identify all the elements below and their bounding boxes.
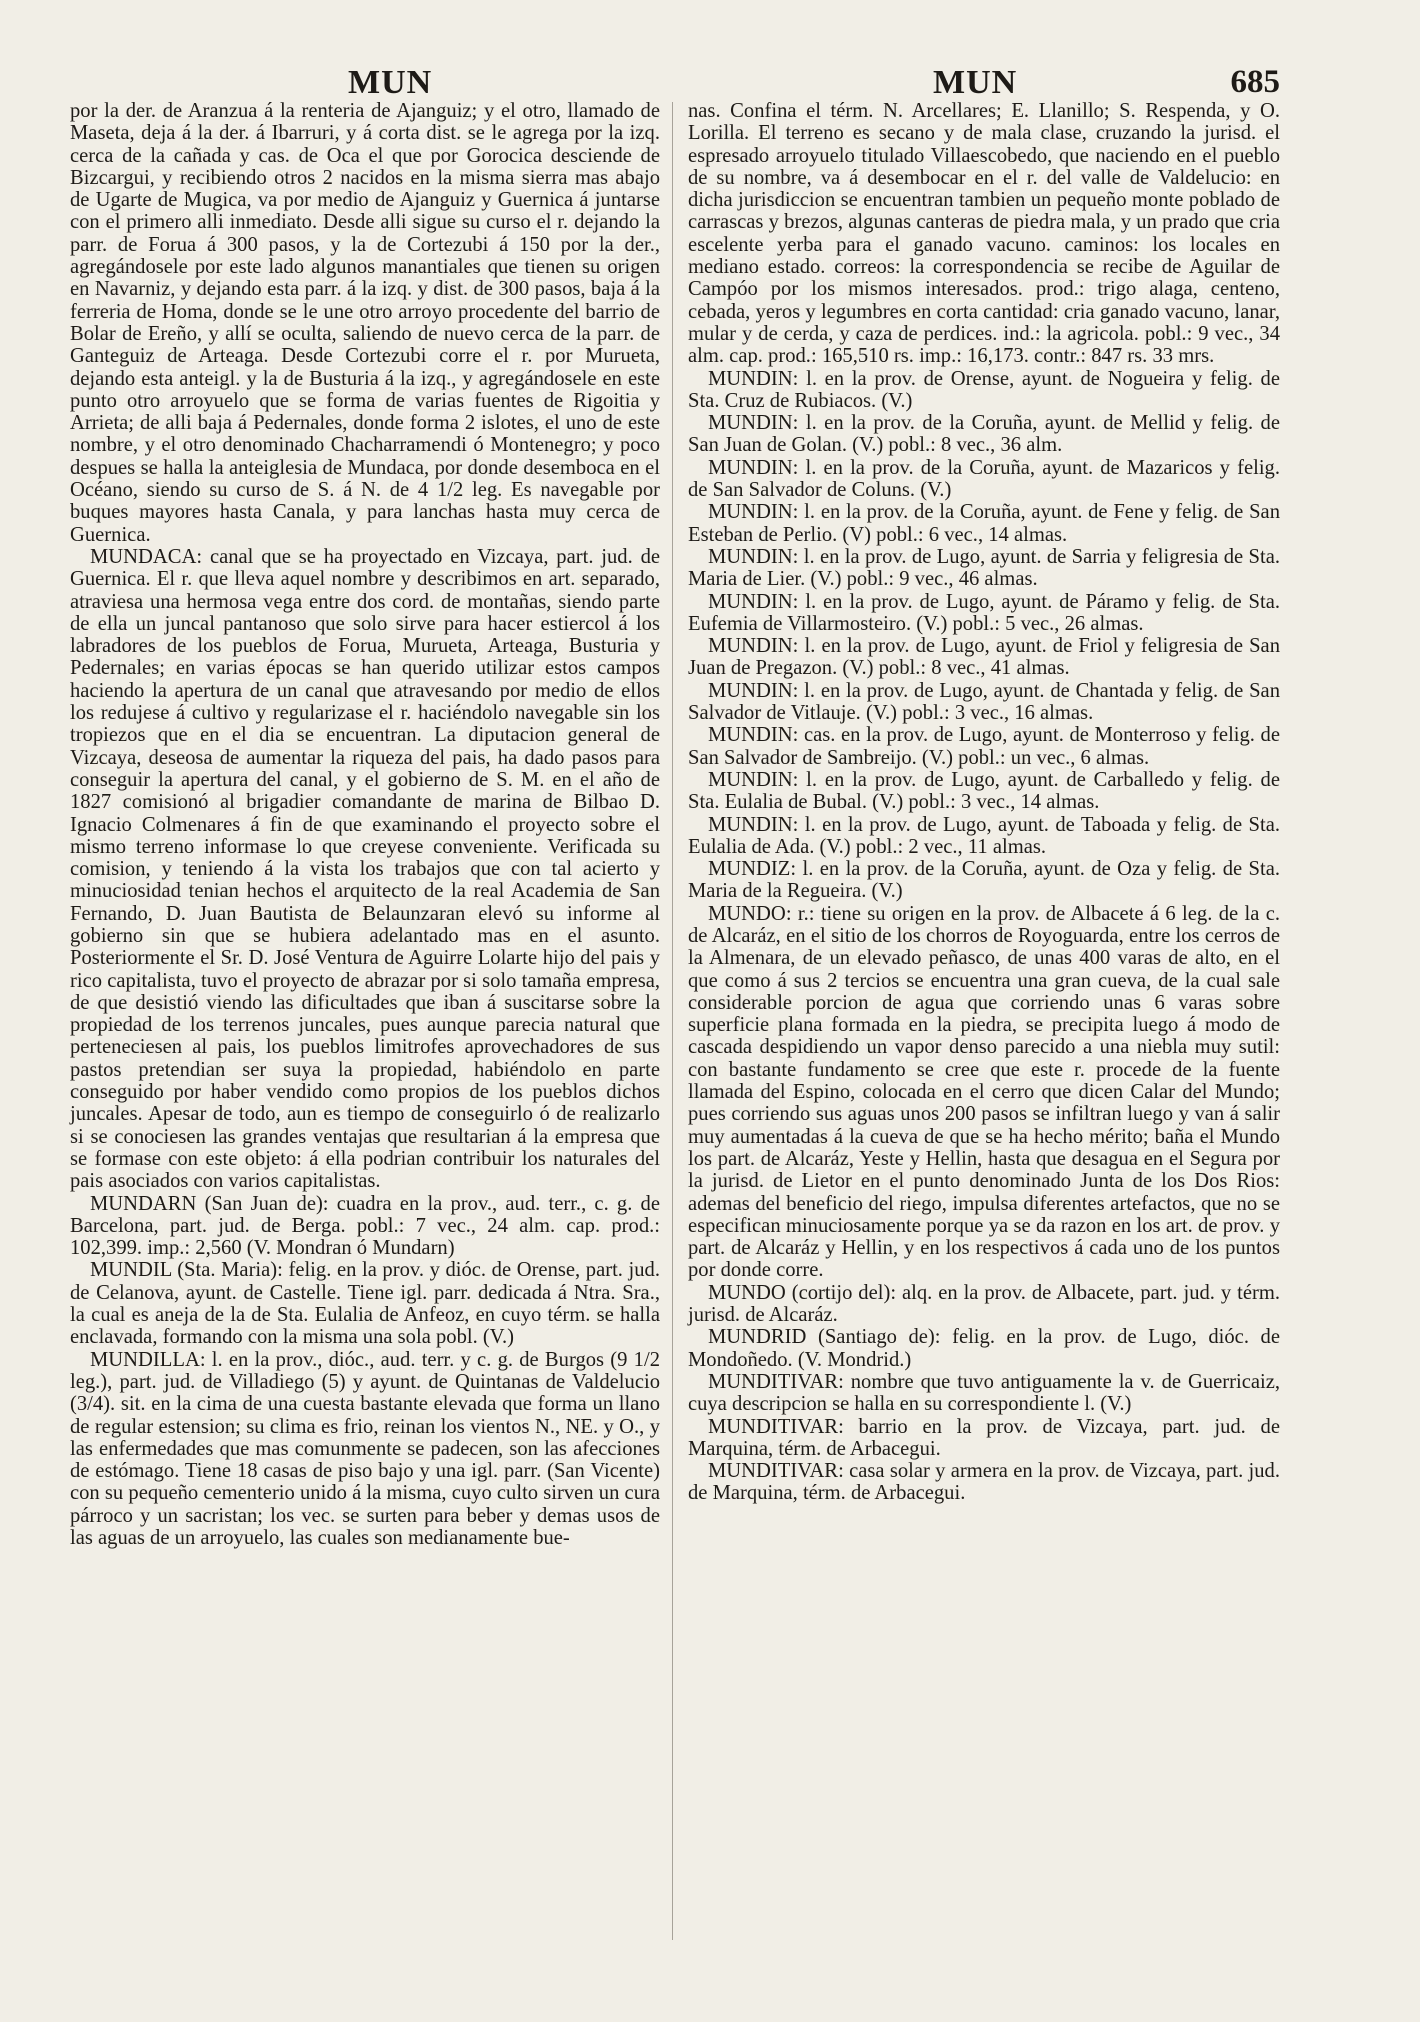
- entry-mundin: MUNDIN: l. en la prov. de la Coruña, ayunt. de Mellid y felig. de San Juan de Golan. (V.) pobl.: 8 vec., 36 alm.: [688, 412, 1280, 457]
- entry-mundin: MUNDIN: l. en la prov. de Lugo, ayunt. de Sarria y feligresia de Sta. Maria de Lier. (V.) pobl.: 9 vec., 46 almas.: [688, 545, 1280, 591]
- entry-mundiz: MUNDIZ: l. en la prov. de la Coruña, ayunt. de Oza y felig. de Sta. Maria de la Regueira. (V.): [688, 858, 1280, 903]
- entry-headword: MUNDILLA: [90, 1348, 200, 1371]
- right-column: [688, 100, 1280, 1505]
- entry-mundin: MUNDIN: cas. en la prov. de Lugo, ayunt. de Monterroso y felig. de San Salvador de Sambreijo. (V.) pobl.: un vec., 6 almas.: [688, 724, 1280, 769]
- entry-headword: MUNDIN: [708, 367, 793, 390]
- left-column: [70, 100, 660, 1549]
- entry-mundin: MUNDIN: l. en la prov. de Lugo, ayunt. de Páramo y felig. de Sta. Eufemia de Villarmosteiro. (V.) pobl.: 5 vec., 26 almas.: [688, 590, 1280, 635]
- entry-mundin: MUNDIN: l. en la prov. de Lugo, ayunt. de Friol y feligresia de San Juan de Pregazon. (V.) pobl.: 8 vec., 41 almas.: [688, 635, 1280, 680]
- entry-headword: MUNDITIVAR: [708, 1460, 839, 1483]
- running-head-right: MUN: [933, 64, 1018, 101]
- running-head-left: MUN: [348, 64, 433, 101]
- entry-mundilla: MUNDILLA: l. en la prov., dióc., aud. terr. y c. g. de Burgos (9 1/2 leg.), part. jud. de Villadiego (5) y ayunt. de Quintanas de Valdelucio (3/4). sit. en la cima de una cuesta bastante elevada que forma un llano de regular estension; su clima es frio, reinan los vientos N., NE. y O., y las enfermedades que mas comunmente se padecen, son las afecciones de estómago. Tiene 18 casas de piso bajo y una igl. parr. (San Vicente) con su pequeño cementerio unido á la misma, cuyo culto sirven un cura párroco y un sacristan; los vec. se surten para beber y demas usos de las aguas de un arroyuelo, las cuales son medianamente bue-: [70, 1348, 660, 1549]
- entry-headword: MUNDACA: [90, 545, 197, 568]
- entry-headword: MUNDO: [708, 902, 786, 925]
- entry-headword: MUNDARN: [90, 1192, 197, 1215]
- page-number: 685: [1230, 64, 1280, 100]
- entry-mundrid: MUNDRID (Santiago de): felig. en la prov. de Lugo, dióc. de Mondoñedo. (V. Mondrid.): [688, 1326, 1280, 1371]
- entry-headword: MUNDIN: [708, 545, 793, 568]
- entry-mundarn: MUNDARN (San Juan de): cuadra en la prov., aud. terr., c. g. de Barcelona, part. jud. de Berga. pobl.: 7 vec., 24 alm. cap. prod.: 102,399. imp.: 2,560 (V. Mondran ó Mundarn): [70, 1192, 660, 1260]
- entry-headword: MUNDIN: [708, 635, 793, 658]
- entry-munditivar: MUNDITIVAR: nombre que tuvo antiguamente la v. de Guerricaiz, cuya descripcion se halla en su correspondiente l. (V.): [688, 1370, 1280, 1416]
- entry-mundo: MUNDO: r.: tiene su origen en la prov. de Albacete á 6 leg. de la c. de Alcaráz, en el sitio de los chorros de Royoguarda, entre los cerros de la Almenara, de un elevado peñasco, de unas 400 varas de alto, en el que como á sus 2 tercios se encuentra una gran cueva, de la cual sale considerable porcion de agua que corriendo unas 6 varas sobre superficie plana formada en la piedra, se precipita luego á modo de cascada despidiendo un vapor denso parecido a una niebla muy sutil: con bastante fundamento se cree que este r. procede de la fuente llamada del Espino, colocada en el cerro que dicen Calar del Mundo; pues corriendo sus aguas unos 200 pasos se infiltran luego y van á salir muy aumentadas á la cueva de que se ha hecho mérito; baña el Mundo los part. de Alcaráz, Yeste y Hellin, hasta que desagua en el Segura por la jurisd. de Lietor en el punto denominado Junta de los Dos Rios: ademas del beneficio del riego, impulsa diferentes artefactos, que no se especifican minuciosamente porque ya se da razon en los art. de prov. y part. de Alcaráz y Hellin, y en los respectivos á cada uno de los puntos por donde corre.: [688, 902, 1280, 1282]
- entry-headword: MUNDITIVAR: [708, 1415, 839, 1438]
- entry-munditivar: MUNDITIVAR: barrio en la prov. de Vizcaya, part. jud. de Marquina, térm. de Arbacegui.: [688, 1415, 1280, 1460]
- entry-headword: MUNDIL: [90, 1259, 172, 1282]
- entry-mundin: MUNDIN: l. en la prov. de Orense, ayunt. de Nogueira y felig. de Sta. Cruz de Rubiacos. (V.): [688, 367, 1280, 412]
- entry-headword: MUNDRID: [708, 1326, 807, 1349]
- entry-mundin: MUNDIN: l. en la prov. de Lugo, ayunt. de Carballedo y felig. de Sta. Eulalia de Bubal. (V.) pobl.: 3 vec., 14 almas.: [688, 768, 1280, 814]
- entry-headword: MUNDIN: [708, 813, 793, 836]
- entry-headword: MUNDITIVAR: [708, 1370, 839, 1393]
- entry-headword: MUNDIN: [708, 501, 793, 524]
- entry-headword: MUNDIN: [708, 679, 793, 702]
- entry-continuation: por la der. de Aranzua á la renteria de Ajanguiz; y el otro, llamado de Maseta, deja á la der. á Ibarruri, y á corta dist. se le agrega por la izq. cerca de la cañada y cas. de Oca el que por Gorocica desciende de Bizcargui, y recibiendo otros 2 nacidos en la misma sierra mas abajo de Ugarte de Mugica, va por medio de Ajanguiz y Guernica á juntarse con el primero alli inmediato. Desde alli sigue su curso el r. dejando la parr. de Forua á 300 pasos, y la de Cortezubi á 150 por la der., agregándosele por este lado algunos manantiales que tienen su origen en Navarniz, y dejando esta parr. á la izq. y dist. de 300 pasos, baja á la ferreria de Homa, donde se le une otro arroyo procedente del barrio de Bolar de Ereño, y allí se oculta, saliendo de nuevo cerca de la parr. de Ganteguiz de Arteaga. Desde Cortezubi corre el r. por Murueta, dejando esta anteigl. y la de Busturia á la izq., y agregándosele en este punto otro arroyuelo que se forma de varias fuentes de Rigoitia y Arrieta; de alli baja á Pedernales, donde forma 2 islotes, el uno de este nombre, y el otro denominado Chacharramendi ó Montenegro; y poco despues se halla la anteiglesia de Mundaca, por donde desemboca en el Océano, siendo su curso de S. á N. de 4 1/2 leg. Es navegable por buques mayores hasta Canala, y para lanchas hasta muy cerca de Guernica.: [70, 100, 660, 546]
- entry-munditivar: MUNDITIVAR: casa solar y armera en la prov. de Vizcaya, part. jud. de Marquina, térm. de Arbacegui.: [688, 1460, 1280, 1505]
- entry-mundin: MUNDIN: l. en la prov. de la Coruña, ayunt. de Mazaricos y felig. de San Salvador de Coluns. (V.): [688, 456, 1280, 502]
- entry-headword: MUNDIN: [708, 768, 793, 791]
- entry-mundin: MUNDIN: l. en la prov. de la Coruña, ayunt. de Fene y felig. de San Esteban de Perlio. (V) pobl.: 6 vec., 14 almas.: [688, 501, 1280, 546]
- entry-continuation: nas. Confina el térm. N. Arcellares; E. Llanillo; S. Respenda, y O. Lorilla. El terreno es secano y de mala clase, cruzando la jurisd. el espresado arroyuelo titulado Villaescobedo, que naciendo en el pueblo de su nombre, va á desembocar en el r. del valle de Valdelucio: en dicha jurisdiccion se encuentran tambien un pequeño monte poblado de carrascas y brezos, algunas canteras de piedra mala, y un prado que cria escelente yerba para el ganado vacuno. caminos: los locales en mediano estado. correos: la correspondencia se recibe de Aguilar de Campóo por los mismos interesados. prod.: trigo alaga, centeno, cebada, yeros y legumbres en corta cantidad: cria ganado vacuno, lanar, mular y de cerda, y caza de perdices. ind.: la agricola. pobl.: 9 vec., 34 alm. cap. prod.: 165,510 rs. imp.: 16,173. contr.: 847 rs. 33 mrs.: [688, 100, 1280, 368]
- entry-mundil: MUNDIL (Sta. Maria): felig. en la prov. y dióc. de Orense, part. jud. de Celanova, ayunt. de Castelle. Tiene igl. parr. dedicada á Ntra. Sra., la cual es aneja de la de Sta. Eulalia de Anfeoz, en cuyo térm. se halla enclavada, formando con la misma una sola pobl. (V.): [70, 1259, 660, 1349]
- entry-headword: MUNDIN: [708, 590, 793, 613]
- entry-headword: MUNDO: [708, 1281, 786, 1304]
- entry-mundin: MUNDIN: l. en la prov. de Lugo, ayunt. de Taboada y felig. de Sta. Eulalia de Ada. (V.) pobl.: 2 vec., 11 almas.: [688, 813, 1280, 858]
- column-divider: [672, 102, 673, 1940]
- entry-mundo-cortijo: MUNDO (cortijo del): alq. en la prov. de Albacete, part. jud. y térm. jurisd. de Alcaráz.: [688, 1281, 1280, 1327]
- entry-headword: MUNDIN: [708, 724, 793, 747]
- entry-mundaca: MUNDACA: canal que se ha proyectado en Vizcaya, part. jud. de Guernica. El r. que lleva aquel nombre y describimos en art. separado, atraviesa una hermosa vega entre dos cord. de montañas, siendo parte de ella un juncal pantanoso que solo sirve para hacer estiercol á los labradores de los pueblos de Forua, Murueta, Arteaga, Busturia y Pedernales; en varias épocas se han querido utilizar estos campos haciendo la apertura de un canal que atravesando por medio de ellos los redujese á cultivo y regularizase el r. haciéndolo navegable sin los tropiezos que en el dia se encuentran. La diputacion general de Vizcaya, deseosa de aumentar la riqueza del pais, ha dado pasos para conseguir la apertura del canal, y el gobierno de S. M. en el año de 1827 comisionó al brigadier comandante de marina de Bilbao D. Ignacio Colmenares á fin de que examinando el proyecto sobre el mismo terreno informase lo que creyese conveniente. Verificada su comision, y teniendo á la vista los trabajos que con tal acierto y minuciosidad tenian hechos el arquitecto de la real Academia de San Fernando, D. Juan Bautista de Belaunzaran elevó su informe al gobierno sin que se hubiera adelantado mas en el asunto. Posteriormente el Sr. D. José Ventura de Aguirre Lolarte hijo del pais y rico capitalista, tuvo el proyecto de abrazar por si solo tamaña empresa, de que desistió viendo las dificultades que iban á suscitarse sobre la propiedad de los terrenos juncales, pues aunque parecia natural que perteneciesen al pais, los pueblos limitrofes aprovechadores de sus pastos pretendian ser suya la propiedad, habiéndolo en parte conseguido por haber vendido como propios de los pueblos dichos juncales. Apesar de todo, aun es tiempo de conseguirlo ó de realizarlo si se conociesen las grandes ventajas que resultarian á la empresa que se formase con este objeto: á ella podrian contribuir los naturales del pais asociados con varios capitalistas.: [70, 545, 660, 1193]
- entry-headword: MUNDIZ: [708, 858, 791, 881]
- entry-headword: MUNDIN: [708, 412, 793, 435]
- entry-mundin: MUNDIN: l. en la prov. de Lugo, ayunt. de Chantada y felig. de San Salvador de Vitlauje. (V.) pobl.: 3 vec., 16 almas.: [688, 679, 1280, 725]
- entry-headword: MUNDIN: [708, 456, 793, 479]
